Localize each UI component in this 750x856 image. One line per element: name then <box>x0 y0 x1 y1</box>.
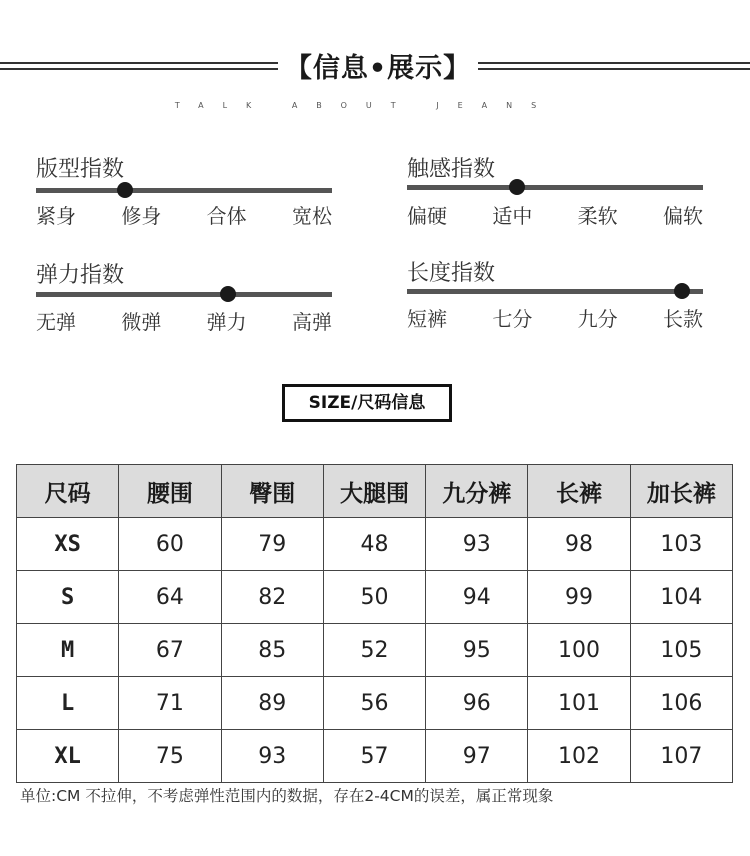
table-row <box>17 518 733 571</box>
table-cell: 100 <box>528 624 630 677</box>
index-tick: 柔软 <box>577 204 618 228</box>
table-cell: 106 <box>630 677 732 730</box>
table-row <box>17 624 733 677</box>
stretch-index <box>36 258 332 344</box>
index-track <box>36 292 332 297</box>
index-tick: 紧身 <box>36 204 76 228</box>
index-marker <box>220 286 236 302</box>
page-title: 【信息•展示】 <box>284 53 472 84</box>
column-header: 腰围 <box>119 465 221 518</box>
table-cell: 79 <box>221 518 323 571</box>
size-cell: S <box>17 571 119 624</box>
index-tick: 高弹 <box>291 310 332 334</box>
index-marker <box>509 179 525 195</box>
index-tick: 合体 <box>206 204 247 228</box>
table-cell: 98 <box>528 518 630 571</box>
index-tick: 修身 <box>121 204 162 228</box>
column-header: 九分裤 <box>426 465 528 518</box>
index-title: 弹力指数 <box>36 263 125 288</box>
index-track <box>407 289 703 294</box>
table-row <box>17 730 733 783</box>
table-cell: 93 <box>221 730 323 783</box>
table-cell: 50 <box>323 571 425 624</box>
size-cell: M <box>17 624 119 677</box>
size-table <box>16 464 733 783</box>
index-title: 版型指数 <box>36 157 125 182</box>
index-tick: 宽松 <box>291 204 332 228</box>
table-cell: 104 <box>630 571 732 624</box>
index-tick: 无弹 <box>36 310 76 334</box>
index-tick: 偏软 <box>662 204 703 228</box>
index-tick: 微弹 <box>121 310 162 334</box>
table-cell: 99 <box>528 571 630 624</box>
header-rule-right-top <box>478 62 750 64</box>
index-tick: 九分 <box>577 307 618 331</box>
fit-index <box>36 152 332 238</box>
table-cell: 56 <box>323 677 425 730</box>
column-header: 尺码 <box>17 465 119 518</box>
index-marker <box>117 182 133 198</box>
table-cell: 102 <box>528 730 630 783</box>
header-rule-right-bottom <box>478 68 750 70</box>
index-title: 长度指数 <box>407 261 496 286</box>
index-ticks <box>36 306 332 335</box>
table-cell: 57 <box>323 730 425 783</box>
index-tick: 偏硬 <box>407 204 447 228</box>
table-cell: 71 <box>119 677 221 730</box>
column-header: 加长裤 <box>630 465 732 518</box>
index-marker <box>674 283 690 299</box>
table-row <box>17 677 733 730</box>
header-rule-left-top <box>0 62 278 64</box>
index-tick: 适中 <box>492 204 533 228</box>
index-tick: 短裤 <box>407 307 447 331</box>
table-cell: 96 <box>426 677 528 730</box>
table-row <box>17 571 733 624</box>
index-tick: 长款 <box>662 307 703 331</box>
table-cell: 95 <box>426 624 528 677</box>
table-cell: 64 <box>119 571 221 624</box>
column-header: 臀围 <box>221 465 323 518</box>
table-header-row <box>17 465 733 518</box>
index-track <box>407 185 703 190</box>
index-title: 触感指数 <box>407 157 496 182</box>
column-header: 长裤 <box>528 465 630 518</box>
table-cell: 105 <box>630 624 732 677</box>
table-cell: 52 <box>323 624 425 677</box>
table-cell: 94 <box>426 571 528 624</box>
index-ticks <box>407 200 703 229</box>
table-cell: 75 <box>119 730 221 783</box>
page-subtitle: TALK ABOUT JEANS <box>174 101 556 110</box>
index-ticks <box>36 200 332 229</box>
index-track <box>36 188 332 193</box>
size-cell: XS <box>17 518 119 571</box>
feel-index <box>407 152 703 238</box>
table-cell: 101 <box>528 677 630 730</box>
size-info-badge: SIZE/尺码信息 <box>282 384 452 422</box>
column-header: 大腿围 <box>323 465 425 518</box>
index-ticks <box>407 303 703 332</box>
table-cell: 67 <box>119 624 221 677</box>
size-cell: XL <box>17 730 119 783</box>
table-cell: 82 <box>221 571 323 624</box>
table-cell: 97 <box>426 730 528 783</box>
index-tick: 弹力 <box>206 310 247 334</box>
table-cell: 93 <box>426 518 528 571</box>
table-cell: 48 <box>323 518 425 571</box>
table-cell: 85 <box>221 624 323 677</box>
length-index <box>407 256 703 342</box>
table-cell: 60 <box>119 518 221 571</box>
table-cell: 103 <box>630 518 732 571</box>
table-cell: 107 <box>630 730 732 783</box>
header-rule-left-bottom <box>0 68 278 70</box>
size-cell: L <box>17 677 119 730</box>
index-tick: 七分 <box>492 307 533 331</box>
measurement-note: 单位:CM 不拉伸，不考虑弹性范围内的数据，存在2-4CM的误差，属正常现象 <box>20 787 554 805</box>
table-cell: 89 <box>221 677 323 730</box>
